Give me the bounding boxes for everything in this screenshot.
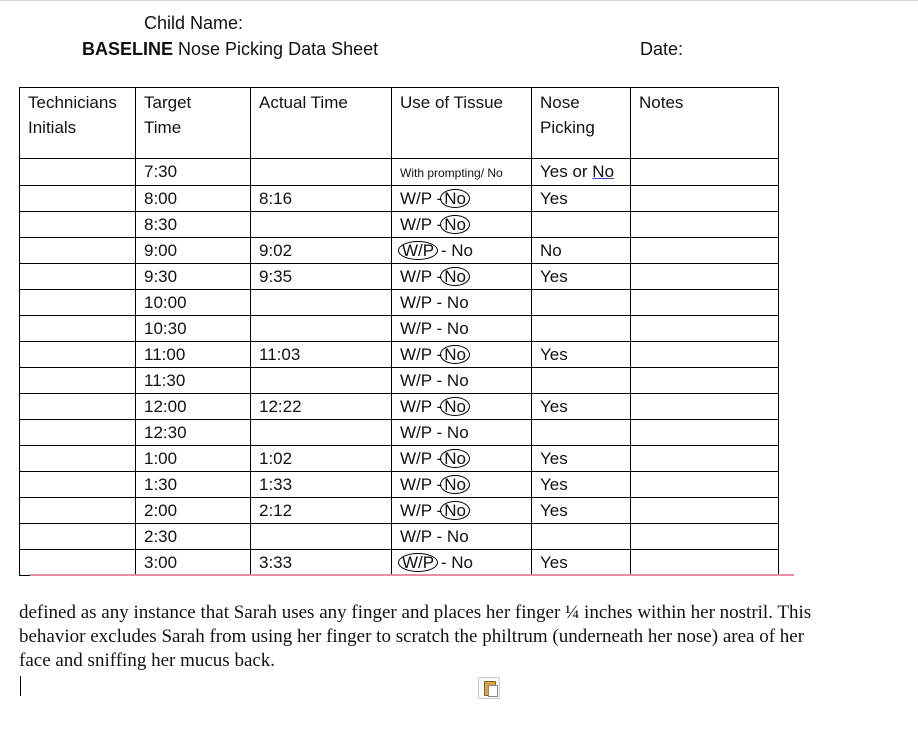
page-title <box>82 39 378 60</box>
no-option: No <box>446 371 469 390</box>
table-row <box>20 394 779 420</box>
cell-notes[interactable] <box>631 186 779 212</box>
page-top-border <box>0 0 918 1</box>
data-sheet-table <box>19 87 779 576</box>
cell-tech[interactable] <box>20 290 136 316</box>
wp-option: W/P - <box>400 293 447 312</box>
no-option: No <box>440 267 470 286</box>
cell-nose[interactable] <box>532 368 631 394</box>
cell-tech[interactable] <box>20 264 136 290</box>
no-option: No <box>446 293 469 312</box>
cell-nose[interactable]: Yes <box>532 498 631 524</box>
no-option: No <box>440 215 470 234</box>
no-option: No <box>440 397 470 416</box>
cell-notes[interactable] <box>631 368 779 394</box>
cell-tech[interactable] <box>20 524 136 550</box>
table-row <box>20 290 779 316</box>
cell-tech[interactable] <box>20 498 136 524</box>
paste-options-icon[interactable] <box>478 677 500 699</box>
cell-notes[interactable] <box>631 446 779 472</box>
cell-nose[interactable]: Yes <box>532 394 631 420</box>
cell-notes[interactable] <box>631 472 779 498</box>
cell-notes[interactable] <box>631 524 779 550</box>
no-option: No <box>446 527 469 546</box>
cell-tissue[interactable] <box>392 264 532 290</box>
cell-tech[interactable] <box>20 316 136 342</box>
cell-tissue[interactable] <box>392 446 532 472</box>
behavior-definition-paragraph: defined as any instance that Sarah uses any finger and places her finger ¼ inches within her nostril. This behavior excludes Sarah from using her finger to scratch the philtrum (underneath her nose) area of her face and sniffing her mucus back. <box>19 602 812 671</box>
cell-target: 2:00 <box>136 498 251 524</box>
cell-notes[interactable] <box>631 420 779 446</box>
wp-option: W/P - <box>400 527 447 546</box>
cell-nose[interactable]: Yes <box>532 342 631 368</box>
wp-option: W/P - <box>400 475 443 494</box>
cell-actual[interactable]: 1:02 <box>251 446 392 472</box>
cell-target: 1:30 <box>136 472 251 498</box>
table-row <box>20 186 779 212</box>
cell-nose[interactable]: No <box>532 238 631 264</box>
cell-notes[interactable] <box>631 212 779 238</box>
cell-tissue[interactable] <box>392 186 532 212</box>
table-header-row <box>20 88 779 159</box>
cell-tech[interactable] <box>20 420 136 446</box>
cell-notes[interactable] <box>631 238 779 264</box>
cell-tissue[interactable] <box>392 238 532 264</box>
no-option: No <box>440 475 470 494</box>
wp-option: W/P - <box>400 397 443 416</box>
wp-option: W/P - <box>400 501 443 520</box>
cell-target: 9:30 <box>136 264 251 290</box>
table-row <box>20 368 779 394</box>
cell-tech[interactable] <box>20 159 136 186</box>
cell-target: 9:00 <box>136 238 251 264</box>
cell-target: 3:00 <box>136 550 251 576</box>
cell-tissue[interactable] <box>392 368 532 394</box>
cell-target: 12:00 <box>136 394 251 420</box>
cell-tech[interactable] <box>20 550 136 576</box>
cell-tissue[interactable] <box>392 498 532 524</box>
title-rest: Nose Picking Data Sheet <box>173 39 379 59</box>
cell-tech[interactable] <box>20 446 136 472</box>
header-nose-picking: Nose Picking <box>532 88 631 159</box>
cell-tissue[interactable] <box>392 420 532 446</box>
cell-actual[interactable]: 2:12 <box>251 498 392 524</box>
cell-tissue[interactable] <box>392 472 532 498</box>
no-option: No <box>440 345 470 364</box>
header-tech-initials: Technicians Initials <box>20 88 136 159</box>
no-option: No <box>446 423 469 442</box>
cell-actual[interactable] <box>251 290 392 316</box>
cell-tissue[interactable] <box>392 316 532 342</box>
cell-tech[interactable] <box>20 212 136 238</box>
table-row <box>20 498 779 524</box>
no-option: No <box>440 501 470 520</box>
cell-tissue[interactable] <box>392 342 532 368</box>
header-notes: Notes <box>631 88 779 159</box>
no-option: No <box>446 319 469 338</box>
cell-actual[interactable]: 1:33 <box>251 472 392 498</box>
cell-notes[interactable] <box>631 498 779 524</box>
cell-actual[interactable]: 12:22 <box>251 394 392 420</box>
cell-target: 10:30 <box>136 316 251 342</box>
table-bottom-highlight <box>30 574 794 576</box>
cell-target: 11:30 <box>136 368 251 394</box>
cell-actual[interactable] <box>251 316 392 342</box>
table-row <box>20 316 779 342</box>
table-row <box>20 420 779 446</box>
cell-tech[interactable] <box>20 368 136 394</box>
wp-option: W/P - <box>400 189 443 208</box>
cell-actual[interactable]: 9:02 <box>251 238 392 264</box>
cell-tech[interactable] <box>20 238 136 264</box>
cell-target: 8:00 <box>136 186 251 212</box>
title-bold: BASELINE <box>82 39 174 59</box>
date-label: Date: <box>640 39 684 59</box>
wp-option: W/P - <box>400 423 447 442</box>
cell-nose[interactable]: Yes <box>532 264 631 290</box>
cell-target: 8:30 <box>136 212 251 238</box>
cell-tissue[interactable] <box>392 290 532 316</box>
cell-tissue[interactable] <box>392 394 532 420</box>
cell-notes[interactable] <box>631 394 779 420</box>
cell-nose[interactable] <box>532 290 631 316</box>
cell-actual[interactable]: 11:03 <box>251 342 392 368</box>
cell-notes[interactable] <box>631 342 779 368</box>
wp-option: W/P <box>398 241 438 260</box>
cell-notes[interactable] <box>631 316 779 342</box>
no-option: - No <box>436 553 473 572</box>
cell-actual[interactable]: 8:16 <box>251 186 392 212</box>
cell-tissue[interactable] <box>392 550 532 576</box>
cell-actual[interactable]: 9:35 <box>251 264 392 290</box>
no-option: No <box>440 449 470 468</box>
cell-nose[interactable]: Yes <box>532 550 631 576</box>
cell-actual[interactable] <box>251 420 392 446</box>
cell-nose: Yes or No <box>532 159 631 186</box>
cell-actual[interactable] <box>251 212 392 238</box>
header-actual-time: Actual Time <box>251 88 392 159</box>
wp-option: W/P - <box>400 267 443 286</box>
text-cursor <box>20 676 21 696</box>
table-row <box>20 446 779 472</box>
no-option: No <box>440 189 470 208</box>
child-name-label: Child Name: <box>144 13 244 33</box>
cell-nose[interactable]: Yes <box>532 446 631 472</box>
cell-target: 1:00 <box>136 446 251 472</box>
cell-target: 7:30 <box>136 159 251 186</box>
table-row <box>20 472 779 498</box>
wp-option: W/P - <box>400 449 443 468</box>
table-row-prompt <box>20 159 779 186</box>
cell-tissue[interactable] <box>392 524 532 550</box>
wp-option: W/P - <box>400 345 443 364</box>
cell-tech[interactable] <box>20 342 136 368</box>
header-target-time: Target Time <box>136 88 251 159</box>
no-option: - No <box>436 241 473 260</box>
cell-target: 10:00 <box>136 290 251 316</box>
cell-target: 11:00 <box>136 342 251 368</box>
cell-tech[interactable] <box>20 394 136 420</box>
cell-notes[interactable] <box>631 264 779 290</box>
table-row <box>20 524 779 550</box>
cell-tissue[interactable] <box>392 212 532 238</box>
cell-nose[interactable]: Yes <box>532 472 631 498</box>
cell-tech[interactable] <box>20 472 136 498</box>
cell-notes[interactable] <box>631 550 779 576</box>
wp-option: W/P <box>398 553 438 572</box>
cell-target: 2:30 <box>136 524 251 550</box>
cell-nose[interactable] <box>532 420 631 446</box>
wp-option: W/P - <box>400 319 447 338</box>
cell-nose[interactable] <box>532 212 631 238</box>
cell-actual[interactable] <box>251 524 392 550</box>
cell-actual[interactable]: 3:33 <box>251 550 392 576</box>
table-row <box>20 238 779 264</box>
cell-target: 12:30 <box>136 420 251 446</box>
header-use-of-tissue: Use of Tissue <box>392 88 532 159</box>
cell-nose[interactable] <box>532 524 631 550</box>
cell-nose[interactable] <box>532 316 631 342</box>
cell-actual[interactable] <box>251 368 392 394</box>
cell-notes[interactable] <box>631 159 779 186</box>
wp-option: W/P - <box>400 371 447 390</box>
cell-tissue: With prompting/ No <box>392 159 532 186</box>
table-row <box>20 550 779 576</box>
table-row <box>20 212 779 238</box>
table-row <box>20 264 779 290</box>
table-row <box>20 342 779 368</box>
cell-actual[interactable] <box>251 159 392 186</box>
cell-notes[interactable] <box>631 290 779 316</box>
wp-option: W/P - <box>400 215 443 234</box>
cell-nose[interactable]: Yes <box>532 186 631 212</box>
cell-tech[interactable] <box>20 186 136 212</box>
